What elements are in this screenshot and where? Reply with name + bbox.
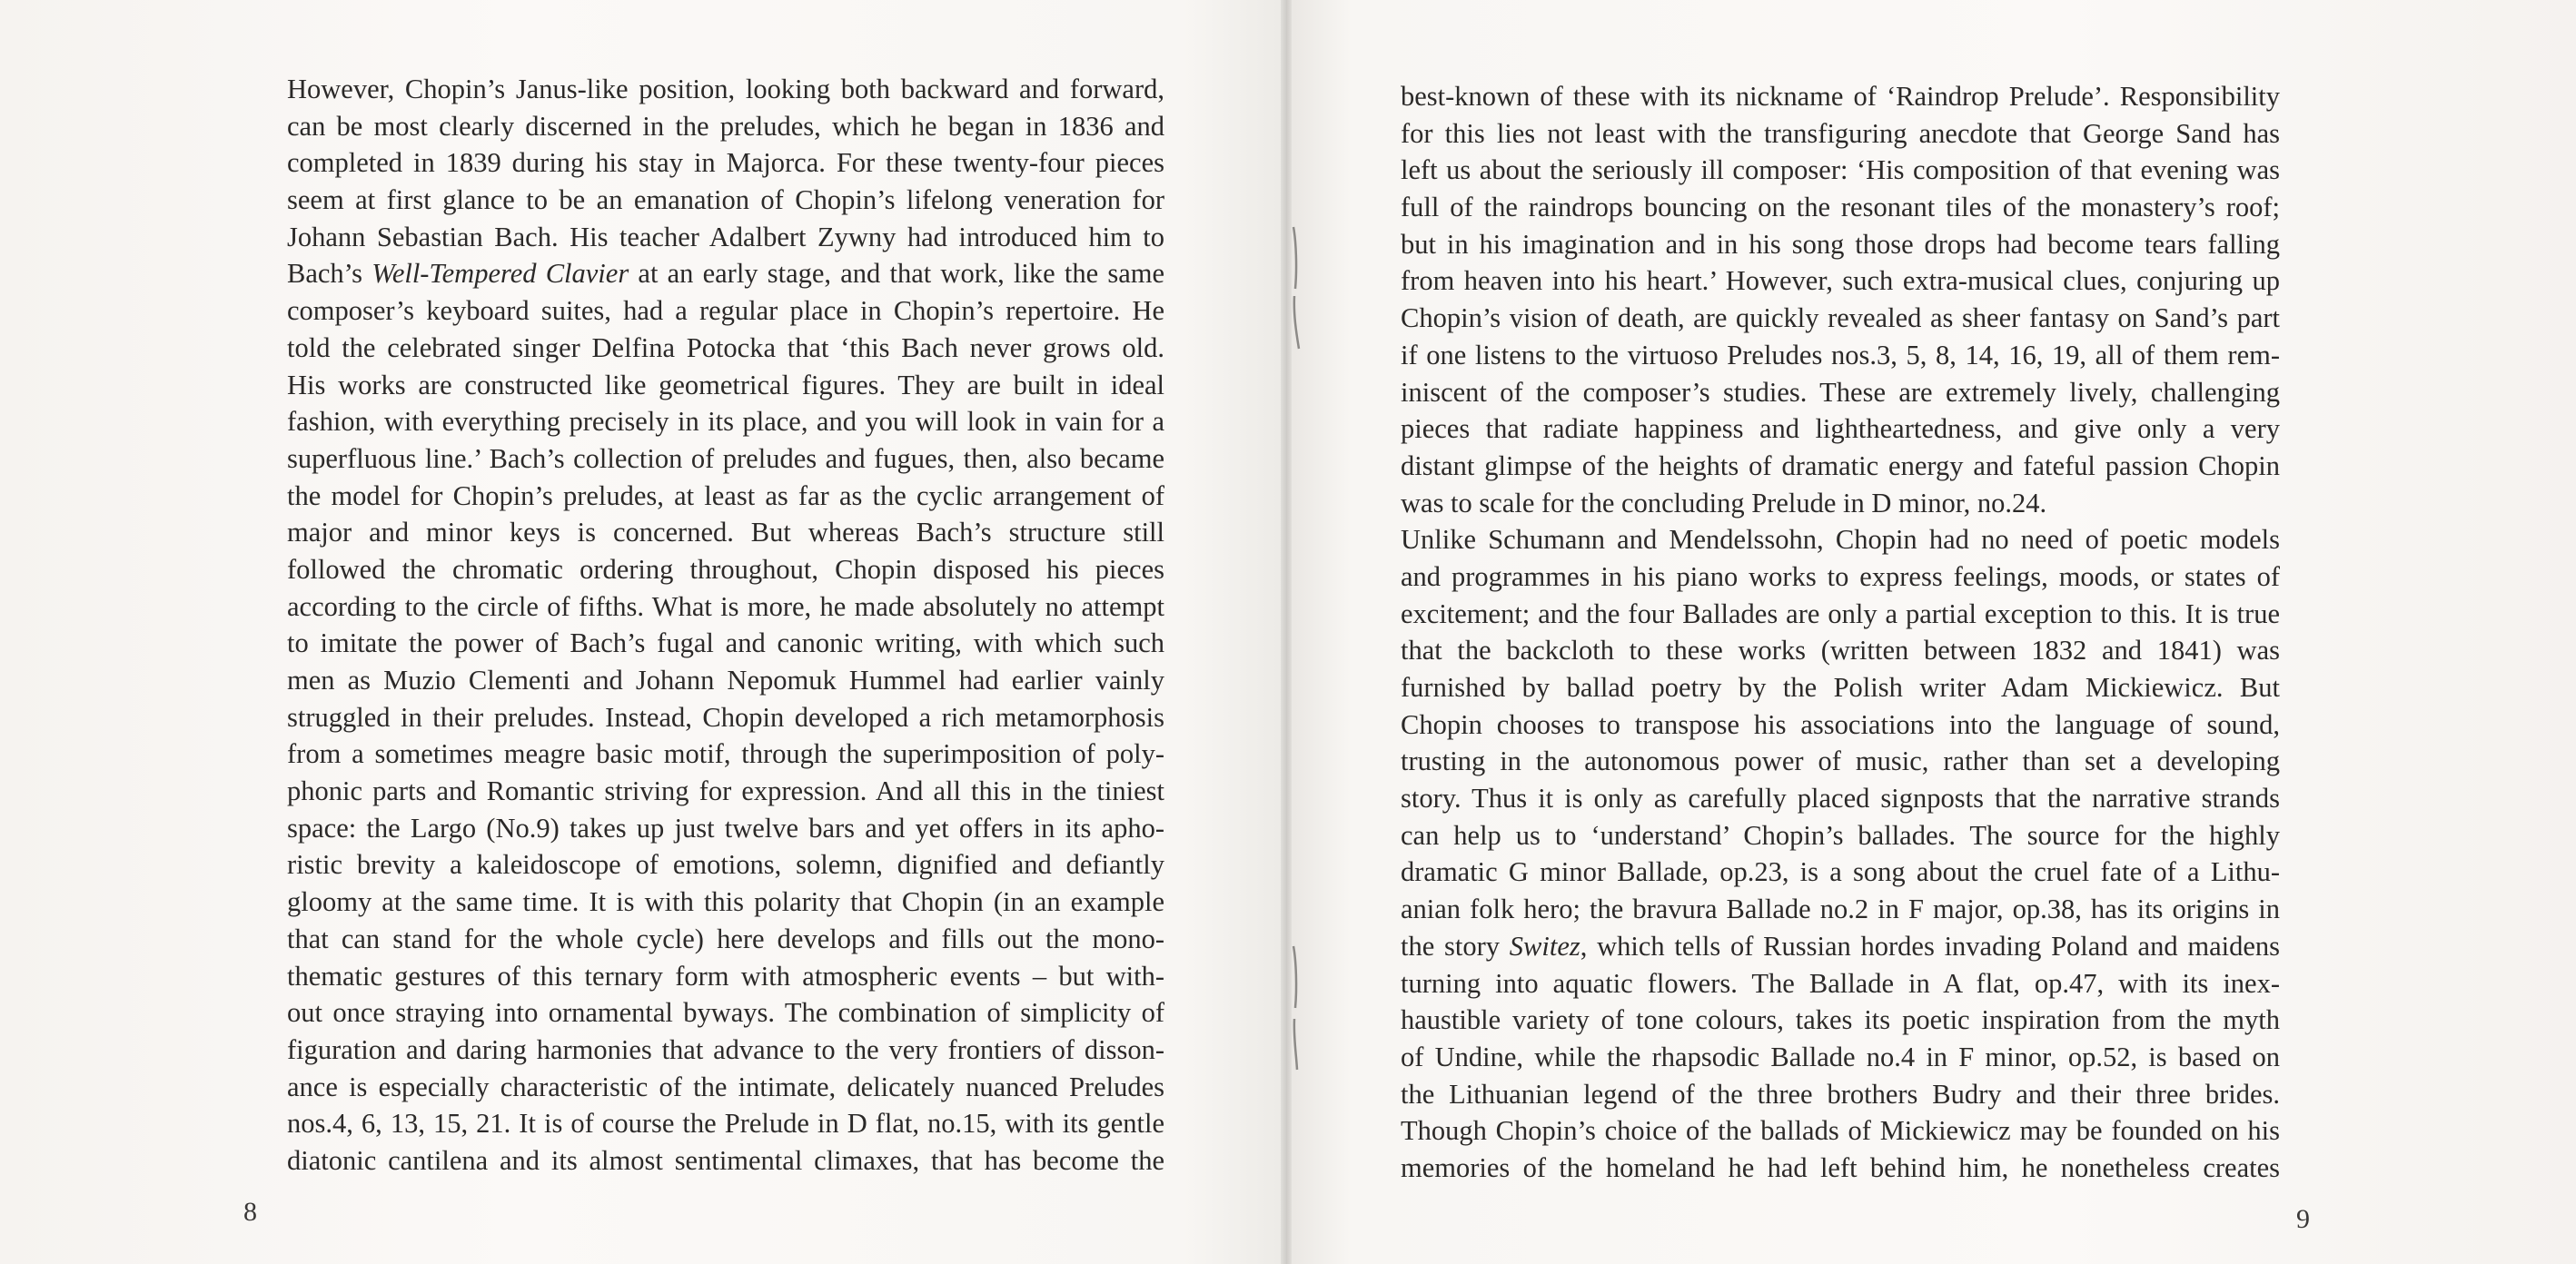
text-line: nos.4, 6, 13, 15, 21. It is of course the Prelude in D flat, no.15, with its gentle [287,1108,1164,1140]
text-line: phonic parts and Romantic striving for expression. And all this in the tiniest [287,775,1164,807]
text-line: diatonic cantilena and its almost sentimental climaxes, that has become the [287,1144,1164,1176]
text-line: Johann Sebastian Bach. His teacher Adalbert Zywny had introduced him to [287,221,1164,252]
text-line: His works are constructed like geometrical figures. They are built in ideal [287,369,1164,400]
text-line: ristic brevity a kaleidoscope of emotions, solemn, dignified and defiantly [287,849,1164,881]
text-line: if one listens to the virtuoso Preludes nos.3, 5, 8, 14, 16, 19, all of them rem- [1401,339,2280,370]
text-line: according to the circle of fifths. What is more, he made absolutely no attempt [287,590,1164,622]
text-line: full of the raindrops bouncing on the resonant tiles of the monastery’s roof; [1401,192,2280,223]
text-line: out once straying into ornamental byways. The combination of simplicity of [287,997,1164,1029]
text-line: furnished by ballad poetry by the Polish writer Adam Mickiewicz. But [1401,672,2280,703]
text-line: memories of the homeland he had left behind him, he nonetheless creates [1401,1151,2280,1183]
text-line: struggled in their preludes. Instead, Chopin developed a rich metamorphosis [287,701,1164,733]
text-line: of Undine, while the rhapsodic Ballade no.4 in F minor, op.52, is based on [1401,1041,2280,1072]
text-line: composer’s keyboard suites, had a regular place in Chopin’s repertoire. He [287,295,1164,327]
text-line: was to scale for the concluding Prelude in D minor, no.24. [1401,487,2047,518]
text-line: excitement; and the four Ballades are only a partial exception to this. It is true [1401,597,2280,629]
text-line: dramatic G minor Ballade, op.23, is a song about the cruel fate of a Lithu- [1401,856,2280,888]
page-number-left: 8 [243,1197,257,1227]
text-line: can help us to ‘understand’ Chopin’s ballades. The source for the highly [1401,819,2280,851]
text-line-with-italic [1401,928,2280,965]
text-fragment: , which tells of Russian hordes invading Poland and maidens [1580,930,2280,962]
work-title-italic: Switez [1509,930,1580,962]
text-line: the Lithuanian legend of the three brothers Budry and their three brides. [1401,1078,2280,1110]
text-line: superfluous line.’ Bach’s collection of preludes and fugues, then, also became [287,442,1164,474]
text-line: best-known of these with its nickname of ‘Raindrop Prelude’. Responsibility [1401,81,2280,112]
text-line: fashion, with everything precisely in its place, and you will look in vain for a [287,406,1164,438]
text-line: iniscent of the composer’s studies. These are extremely lively, challenging [1401,376,2280,408]
text-line: can be most clearly discerned in the preludes, which he began in 1836 and [287,110,1164,142]
text-line: major and minor keys is concerned. But whereas Bach’s structure still [287,517,1164,548]
text-line: Chopin chooses to transpose his associations into the language of sound, [1401,708,2280,740]
text-line: ance is especially characteristic of the intimate, delicately nuanced Preludes [287,1071,1164,1102]
text-line: left us about the seriously ill composer: ‘His composition of that evening was [1401,154,2280,186]
text-line: that can stand for the whole cycle) here develops and fills out the mono- [287,923,1164,954]
text-line: but in his imagination and in his song those drops had become tears falling [1401,228,2280,260]
left-page-text [287,71,1164,1180]
text-line: Unlike Schumann and Mendelssohn, Chopin had no need of poetic models [1401,524,2280,556]
text-line: and programmes in his piano works to express feelings, moods, or states of [1401,560,2280,592]
text-fragment: at an early stage, and that work, like the same [629,258,1164,290]
left-page [0,0,1286,1264]
text-line: thematic gestures of this ternary form with atmospheric events – but with- [287,960,1164,992]
text-line: to imitate the power of Bach’s fugal and canonic writing, with which such [287,627,1164,659]
text-line: completed in 1839 during his stay in Majorca. For these twenty-four pieces [287,147,1164,179]
page-number-right: 9 [2296,1204,2310,1234]
work-title-italic: Well-Tempered Clavier [372,258,629,290]
text-line: the model for Chopin’s preludes, at least as far as the cyclic arrangement of [287,479,1164,511]
text-line: trusting in the autonomous power of music, rather than set a developing [1401,746,2280,777]
text-line: Chopin’s vision of death, are quickly revealed as sheer fantasy on Sand’s part [1401,302,2280,334]
text-line: Though Chopin’s choice of the ballads of Mickiewicz may be founded on his [1401,1115,2280,1147]
text-line: figuration and daring harmonies that advance to the very frontiers of disson- [287,1033,1164,1065]
text-line-with-italic [287,255,1164,292]
text-line: from heaven into his heart.’ However, such extra-musical clues, conjuring up [1401,265,2280,297]
text-line: story. Thus it is only as carefully placed signposts that the narrative strands [1401,783,2280,815]
text-line: men as Muzio Clementi and Johann Nepomuk Hummel had earlier vainly [287,665,1164,696]
staple-bottom [1288,943,1301,1079]
text-line: followed the chromatic ordering throughout, Chopin disposed his pieces [287,553,1164,585]
text-line: However, Chopin’s Janus-like position, looking both backward and forward, [287,74,1164,104]
text-line: that the backcloth to these works (written between 1832 and 1841) was [1401,635,2280,667]
text-line: gloomy at the same time. It is with this polarity that Chopin (in an example [287,886,1164,918]
right-page [1286,0,2576,1264]
text-line: told the celebrated singer Delfina Potocka that ‘this Bach never grows old. [287,331,1164,363]
text-line: turning into aquatic flowers. The Ballade in A flat, op.47, with its inex- [1401,967,2280,999]
staple-top [1288,223,1301,360]
text-line: distant glimpse of the heights of dramatic energy and fateful passion Chopin [1401,449,2280,481]
text-fragment: the story [1401,930,1510,962]
text-line: haustible variety of tone colours, takes its poetic inspiration from the myth [1401,1004,2280,1036]
text-line: from a sometimes meagre basic motif, through the superimposition of poly- [287,738,1164,770]
text-line: space: the Largo (No.9) takes up just twelve bars and yet offers in its apho- [287,812,1164,844]
text-line: seem at first glance to be an emanation of Chopin’s lifelong veneration for [287,184,1164,216]
text-line: pieces that radiate happiness and lightheartedness, and give only a very [1401,413,2280,445]
text-line: for this lies not least with the transfiguring anecdote that George Sand has [1401,117,2280,149]
right-page-text [1401,78,2280,1187]
text-fragment: Bach’s [287,258,372,290]
text-line: anian folk hero; the bravura Ballade no.2 in F major, op.38, has its origins in [1401,894,2280,925]
